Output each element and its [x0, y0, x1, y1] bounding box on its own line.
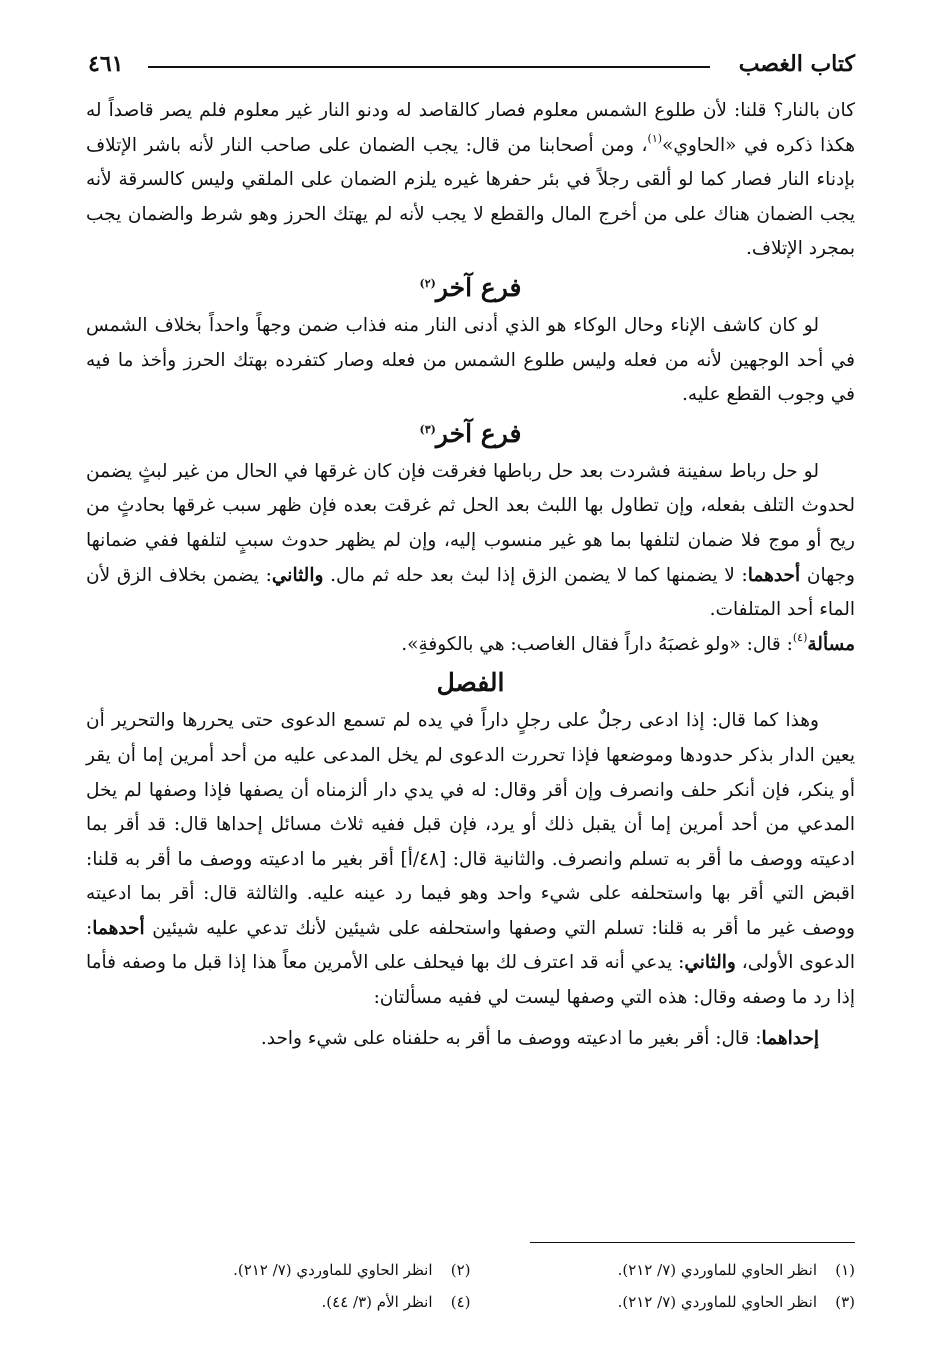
- paragraph-4-masala: مسألة$^{(٤)}$: قال: «ولو غصبَهُ داراً فقال الغاصب: هي بالكوفةِ».: [401, 630, 855, 655]
- footnote-3: (٣)انظر الحاوي للماوردي (٧/ ٢١٢).: [617, 1293, 855, 1311]
- footnote-ref-4[interactable]: (٤): [792, 630, 808, 644]
- footnote-2: (٢)انظر الحاوي للماوردي (٧/ ٢١٢).: [233, 1261, 471, 1279]
- footnote-ref-2[interactable]: (٢): [419, 276, 436, 290]
- paragraph-3: لو حل رباط سفينة فشردت بعد حل رباطها فغرقت فإن كان غرقها في الحال من غير لبثٍ يضمن لحدوث التلف بفعله، وإن تطاول بها اللبث بعد الحل ثم غرقت بعده فإن ظهر سبب غرقها بحادثٍ من ريح أو موج فلا ضمان لتلفها بما هو غير منسوب إليه، وإن لم يظهر حدوث سببٍ لتلفها ففي ضمانها وجهان أحدهما: لا يضمنها كما لا يضمن الزق إذا لبث بعد حله ثم مال. والثاني: يضمن بخلاف الزق لأن الماء أحد المتلفات.: [86, 460, 855, 621]
- footnote-1: (١)انظر الحاوي للماوردي (٧/ ٢١٢).: [617, 1261, 855, 1279]
- section-heading-2: فرع آخر$^{(٣)}$: [419, 418, 522, 448]
- footnote-list: [86, 1256, 855, 1316]
- page-header: [88, 44, 855, 84]
- page-body: [86, 94, 855, 1056]
- page-number: ٤٦١: [88, 51, 124, 77]
- footnote-ref-1[interactable]: (١): [647, 131, 663, 145]
- paragraph-5: وهذا كما قال: إذا ادعى رجلٌ على رجلٍ داراً في يده لم تسمع الدعوى حتى يحررها والتحرير أن يعين الدار بذكر حدودها وموضعها فإذا تحررت الدعوى لم يخل المدعى عليه من أحد أمرين إما أن يقر أو ينكر، فإن أنكر حلف وانصرف وإن أقر وقال: له في يدي دار ألزمناه أن يصفها فإذا وصفها لم يخل المدعي من أحد أمرين إما أن يقبل ذلك أو يرد، فإن قبل ففيه ثلاث مسائل إحداها قال: قد أقر بما ادعيته ووصف ما أقر به تسلم وانصرف. والثانية قال: [٤٨/أ] أقر بغير ما ادعيته ووصف ما أقر به قلنا: اقبض التي أقر بها واستحلفه على شيء واحد وهو فيما رد عينه عليه. والثالثة قال: أقر بما ادعيته ووصف غير ما أقر به قلنا: تسلم التي وصفها واستحلفه على شيئين لأنك تدعي عليه شيئين أحدهما: الدعوى الأولى، والثاني: يدعي أنه قد اعترف لك بها فيحلف على الأمرين معاً هذا إذا قبل ما وصفه فأما إذا رد ما وصفه وقال: هذه التي وصفها ليست لي ففيه مسألتان:: [86, 710, 855, 1009]
- book-title: كتاب الغصب: [738, 51, 855, 77]
- section-heading-1: فرع آخر$^{(٢)}$: [419, 272, 522, 302]
- header-rule: [148, 66, 710, 68]
- footnote-rule: [530, 1242, 855, 1243]
- footnote-ref-3[interactable]: (٣): [419, 422, 436, 436]
- section-heading-3: الفصل: [436, 668, 505, 698]
- paragraph-1: كان بالنار؟ قلنا: لأن طلوع الشمس معلوم فصار كالقاصد له ودنو النار غير معلوم فلم يصر قاصداً له هكذا ذكره في «الحاوي»$^{(١)}$، ومن أصحابنا من قال: يجب الضمان على صاحب النار لأنه باشر الإتلاف بإدناء النار فصار كما لو ألقى رجلاً في بئر حفرها غيره يلزم الضمان على الملقي وليس كالسرقة لأنه يجب الضمان هناك على من أخرج المال والقطع لا يجب لأنه لم يهتك الحرز وهو شرط والضمان يجب بمجرد الإتلاف.: [86, 100, 855, 260]
- paragraph-2: لو كان كاشف الإناء وحال الوكاء هو الذي أدنى النار منه فذاب ضمن وجهاً واحداً بخلاف الشمس في أحد الوجهين لأنه من فعله وليس طلوع الشمس من فعله وصار كتفرده بهتك الحرز وأخذ ما فيه في وجوب القطع عليه.: [86, 314, 855, 406]
- paragraph-6: إحداهما: قال: أقر بغير ما ادعيته ووصف ما أقر به حلفناه على شيء واحد.: [260, 1027, 819, 1049]
- footnote-4: (٤)انظر الأم (٣/ ٤٤).: [321, 1293, 471, 1311]
